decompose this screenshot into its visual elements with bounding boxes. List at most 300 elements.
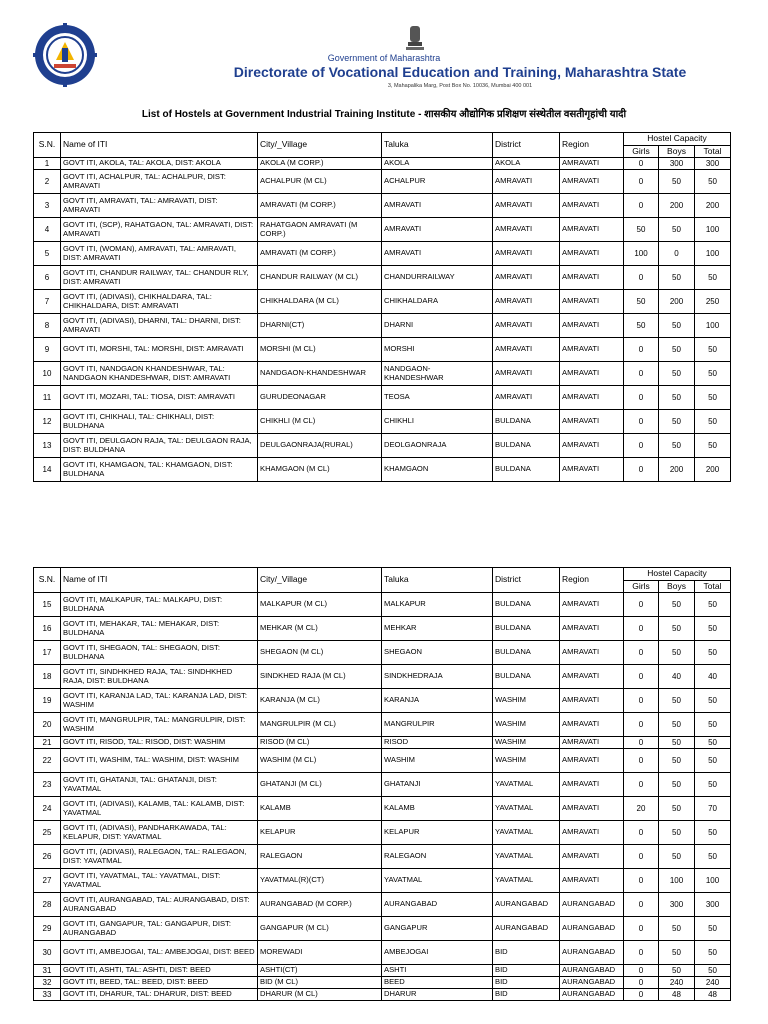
cell-district: BULDANA — [493, 410, 560, 434]
cell-taluka: GHATANJI — [382, 773, 493, 797]
cell-boys: 50 — [659, 386, 695, 410]
cell-district: WASHIM — [493, 737, 560, 749]
cell-boys: 50 — [659, 362, 695, 386]
address: 3, Mahapalika Marg, Post Box No. 10036, Mumbai 400 001 — [387, 83, 533, 89]
cell-girls: 0 — [624, 593, 659, 617]
cell-taluka: KALAMB — [382, 797, 493, 821]
cell-city: DEULGAONRAJA(RURAL) — [258, 434, 382, 458]
cell-sn: 26 — [34, 845, 61, 869]
col-region: Region — [560, 568, 624, 593]
cell-region: AMRAVATI — [560, 338, 624, 362]
cell-boys: 50 — [659, 689, 695, 713]
cell-total: 50 — [695, 434, 731, 458]
cell-taluka: ASHTI — [382, 965, 493, 977]
cell-girls: 0 — [624, 689, 659, 713]
cell-sn: 32 — [34, 977, 61, 989]
table-row — [34, 641, 731, 665]
cell-total: 50 — [695, 170, 731, 194]
cell-district: BULDANA — [493, 617, 560, 641]
cell-district: WASHIM — [493, 713, 560, 737]
cell-city: AMRAVATI (M CORP.) — [258, 194, 382, 218]
col-total: Total — [695, 581, 731, 593]
cell-district: BULDANA — [493, 665, 560, 689]
cell-city: RISOD (M CL) — [258, 737, 382, 749]
cell-district: YAVATMAL — [493, 845, 560, 869]
cell-taluka: KHAMGAON — [382, 458, 493, 482]
cell-name: GOVT ITI, NANDGAON KHANDESHWAR, TAL: NANDGAON KHANDESHWAR, DIST: AMRAVATI — [61, 362, 258, 386]
cell-region: AURANGABAD — [560, 893, 624, 917]
cell-girls: 20 — [624, 797, 659, 821]
cell-total: 50 — [695, 773, 731, 797]
cell-taluka: ACHALPUR — [382, 170, 493, 194]
col-girls: Girls — [624, 581, 659, 593]
cell-girls: 0 — [624, 410, 659, 434]
cell-girls: 0 — [624, 749, 659, 773]
cell-region: AMRAVATI — [560, 797, 624, 821]
cell-city: MALKAPUR (M CL) — [258, 593, 382, 617]
cell-boys: 50 — [659, 266, 695, 290]
cell-city: CHANDUR RAILWAY (M CL) — [258, 266, 382, 290]
cell-taluka: MORSHI — [382, 338, 493, 362]
cell-total: 50 — [695, 845, 731, 869]
table-row — [34, 386, 731, 410]
cell-boys: 200 — [659, 458, 695, 482]
cell-girls: 0 — [624, 158, 659, 170]
cell-boys: 48 — [659, 989, 695, 1001]
cell-boys: 50 — [659, 593, 695, 617]
cell-district: WASHIM — [493, 749, 560, 773]
cell-name: GOVT ITI, (SCP), RAHATGAON, TAL: AMRAVATI, DIST: AMRAVATI — [61, 218, 258, 242]
cell-district: AKOLA — [493, 158, 560, 170]
cell-region: AMRAVATI — [560, 665, 624, 689]
cell-total: 50 — [695, 617, 731, 641]
cell-district: AURANGABAD — [493, 917, 560, 941]
cell-region: AMRAVATI — [560, 266, 624, 290]
table-row — [34, 977, 731, 989]
cell-name: GOVT ITI, KHAMGAON, TAL: KHAMGAON, DIST: BULDHANA — [61, 458, 258, 482]
cell-total: 240 — [695, 977, 731, 989]
cell-region: AURANGABAD — [560, 989, 624, 1001]
cell-taluka: DHARUR — [382, 989, 493, 1001]
cell-boys: 50 — [659, 821, 695, 845]
cell-total: 40 — [695, 665, 731, 689]
cell-region: AMRAVATI — [560, 821, 624, 845]
cell-sn: 31 — [34, 965, 61, 977]
cell-city: KELAPUR — [258, 821, 382, 845]
cell-boys: 200 — [659, 194, 695, 218]
cell-boys: 50 — [659, 965, 695, 977]
cell-sn: 9 — [34, 338, 61, 362]
cell-taluka: RISOD — [382, 737, 493, 749]
cell-district: BID — [493, 989, 560, 1001]
cell-name: GOVT ITI, CHANDUR RAILWAY, TAL: CHANDUR RLY, DIST: AMRAVATI — [61, 266, 258, 290]
cell-district: AMRAVATI — [493, 314, 560, 338]
cell-region: AMRAVATI — [560, 713, 624, 737]
cell-girls: 0 — [624, 773, 659, 797]
cell-city: NANDGAON-KHANDESHWAR — [258, 362, 382, 386]
col-hostel-capacity: Hostel Capacity — [624, 568, 731, 581]
state-emblem-icon — [404, 24, 426, 54]
col-girls: Girls — [624, 146, 659, 158]
table-row — [34, 893, 731, 917]
cell-taluka: AMBEJOGAI — [382, 941, 493, 965]
table-row — [34, 689, 731, 713]
table-row — [34, 458, 731, 482]
cell-city: MOREWADI — [258, 941, 382, 965]
cell-taluka: MANGRULPIR — [382, 713, 493, 737]
cell-name: GOVT ITI, RISOD, TAL: RISOD, DIST: WASHIM — [61, 737, 258, 749]
col-city: City/_Village — [258, 568, 382, 593]
cell-region: AMRAVATI — [560, 410, 624, 434]
cell-girls: 0 — [624, 821, 659, 845]
table-row — [34, 158, 731, 170]
cell-total: 100 — [695, 242, 731, 266]
cell-name: GOVT ITI, MEHAKAR, TAL: MEHAKAR, DIST: BULDHANA — [61, 617, 258, 641]
cell-region: AMRAVATI — [560, 386, 624, 410]
cell-taluka: NANDGAON-KHANDESHWAR — [382, 362, 493, 386]
cell-taluka: CHIKHLI — [382, 410, 493, 434]
cell-sn: 30 — [34, 941, 61, 965]
cell-region: AMRAVATI — [560, 689, 624, 713]
cell-taluka: MEHKAR — [382, 617, 493, 641]
cell-region: AMRAVATI — [560, 749, 624, 773]
table-row — [34, 917, 731, 941]
cell-name: GOVT ITI, CHIKHALI, TAL: CHIKHALI, DIST: BULDHANA — [61, 410, 258, 434]
cell-name: GOVT ITI, AMRAVATI, TAL: AMRAVATI, DIST: AMRAVATI — [61, 194, 258, 218]
cell-city: BID (M CL) — [258, 977, 382, 989]
cell-region: AMRAVATI — [560, 641, 624, 665]
cell-taluka: DEOLGAONRAJA — [382, 434, 493, 458]
cell-city: KHAMGAON (M CL) — [258, 458, 382, 482]
cell-girls: 0 — [624, 617, 659, 641]
cell-total: 50 — [695, 737, 731, 749]
cell-total: 50 — [695, 362, 731, 386]
cell-girls: 0 — [624, 893, 659, 917]
cell-sn: 2 — [34, 170, 61, 194]
table-row — [34, 338, 731, 362]
table-row — [34, 845, 731, 869]
cell-name: GOVT ITI, WASHIM, TAL: WASHIM, DIST: WASHIM — [61, 749, 258, 773]
col-boys: Boys — [659, 146, 695, 158]
cell-region: AURANGABAD — [560, 941, 624, 965]
cell-name: GOVT ITI, (ADIVASI), PANDHARKAWADA, TAL: KELAPUR, DIST: YAVATMAL — [61, 821, 258, 845]
cell-sn: 6 — [34, 266, 61, 290]
cell-boys: 200 — [659, 290, 695, 314]
cell-region: AMRAVATI — [560, 434, 624, 458]
cell-total: 200 — [695, 458, 731, 482]
cell-taluka: GANGAPUR — [382, 917, 493, 941]
cell-boys: 50 — [659, 170, 695, 194]
cell-girls: 0 — [624, 338, 659, 362]
cell-name: GOVT ITI, (ADIVASI), RALEGAON, TAL: RALEGAON, DIST: YAVATMAL — [61, 845, 258, 869]
cell-girls: 50 — [624, 218, 659, 242]
cell-name: GOVT ITI, ASHTI, TAL: ASHTI, DIST: BEED — [61, 965, 258, 977]
cell-total: 50 — [695, 821, 731, 845]
cell-total: 200 — [695, 194, 731, 218]
cell-sn: 8 — [34, 314, 61, 338]
cell-boys: 300 — [659, 893, 695, 917]
cell-name: GOVT ITI, AKOLA, TAL: AKOLA, DIST: AKOLA — [61, 158, 258, 170]
cell-city: GHATANJI (M CL) — [258, 773, 382, 797]
cell-boys: 40 — [659, 665, 695, 689]
cell-district: AMRAVATI — [493, 386, 560, 410]
cell-sn: 10 — [34, 362, 61, 386]
cell-city: CHIKHLI (M CL) — [258, 410, 382, 434]
cell-boys: 50 — [659, 641, 695, 665]
cell-city: RALEGAON — [258, 845, 382, 869]
cell-city: MEHKAR (M CL) — [258, 617, 382, 641]
cell-taluka: YAVATMAL — [382, 869, 493, 893]
cell-name: GOVT ITI, AMBEJOGAI, TAL: AMBEJOGAI, DIST: BEED — [61, 941, 258, 965]
cell-taluka: TEOSA — [382, 386, 493, 410]
cell-district: WASHIM — [493, 689, 560, 713]
cell-name: GOVT ITI, GHATANJI, TAL: GHATANJI, DIST: YAVATMAL — [61, 773, 258, 797]
cell-total: 100 — [695, 869, 731, 893]
table-row — [34, 773, 731, 797]
cell-sn: 16 — [34, 617, 61, 641]
cell-region: AMRAVATI — [560, 593, 624, 617]
table-row — [34, 665, 731, 689]
cell-sn: 15 — [34, 593, 61, 617]
cell-name: GOVT ITI, ACHALPUR, TAL: ACHALPUR, DIST: AMRAVATI — [61, 170, 258, 194]
cell-total: 48 — [695, 989, 731, 1001]
cell-boys: 100 — [659, 869, 695, 893]
cell-boys: 50 — [659, 749, 695, 773]
table-row — [34, 170, 731, 194]
cell-sn: 33 — [34, 989, 61, 1001]
government-label: Government of Maharashtra — [327, 53, 441, 63]
table-row — [34, 434, 731, 458]
cell-girls: 0 — [624, 665, 659, 689]
cell-taluka: AMRAVATI — [382, 218, 493, 242]
cell-district: AMRAVATI — [493, 218, 560, 242]
cell-taluka: SHEGAON — [382, 641, 493, 665]
cell-taluka: KELAPUR — [382, 821, 493, 845]
cell-city: DHARNI(CT) — [258, 314, 382, 338]
cell-girls: 0 — [624, 170, 659, 194]
cell-name: GOVT ITI, DHARUR, TAL: DHARUR, DIST: BEED — [61, 989, 258, 1001]
cell-district: AMRAVATI — [493, 170, 560, 194]
cell-city: DHARUR (M CL) — [258, 989, 382, 1001]
cell-name: GOVT ITI, SHEGAON, TAL: SHEGAON, DIST: BULDHANA — [61, 641, 258, 665]
table-row — [34, 965, 731, 977]
col-district: District — [493, 133, 560, 158]
cell-sn: 3 — [34, 194, 61, 218]
table-row — [34, 797, 731, 821]
col-name: Name of ITI — [61, 568, 258, 593]
hostel-table-2 — [33, 567, 731, 1001]
cell-region: AMRAVATI — [560, 773, 624, 797]
table-row — [34, 617, 731, 641]
cell-region: AMRAVATI — [560, 158, 624, 170]
cell-sn: 11 — [34, 386, 61, 410]
cell-total: 300 — [695, 893, 731, 917]
cell-name: GOVT ITI, (ADIVASI), DHARNI, TAL: DHARNI, DIST: AMRAVATI — [61, 314, 258, 338]
table-row — [34, 941, 731, 965]
cell-total: 50 — [695, 689, 731, 713]
col-boys: Boys — [659, 581, 695, 593]
cell-district: BULDANA — [493, 641, 560, 665]
table-row — [34, 749, 731, 773]
cell-region: AMRAVATI — [560, 458, 624, 482]
col-sn: S.N. — [34, 133, 61, 158]
cell-sn: 18 — [34, 665, 61, 689]
cell-name: GOVT ITI, (WOMAN), AMRAVATI, TAL: AMRAVATI, DIST: AMRAVATI — [61, 242, 258, 266]
cell-boys: 50 — [659, 797, 695, 821]
cell-girls: 0 — [624, 737, 659, 749]
cell-city: KARANJA (M CL) — [258, 689, 382, 713]
cell-girls: 0 — [624, 965, 659, 977]
col-district: District — [493, 568, 560, 593]
table-row — [34, 362, 731, 386]
cell-city: AMRAVATI (M CORP.) — [258, 242, 382, 266]
table-row — [34, 266, 731, 290]
cell-district: BULDANA — [493, 434, 560, 458]
cell-boys: 50 — [659, 941, 695, 965]
directorate-title: Directorate of Vocational Education and Training, Maharashtra State — [233, 64, 687, 80]
cell-girls: 0 — [624, 641, 659, 665]
cell-city: WASHIM (M CL) — [258, 749, 382, 773]
cell-name: GOVT ITI, SINDHKHED RAJA, TAL: SINDHKHED RAJA, DIST: BULDHANA — [61, 665, 258, 689]
cell-city: AKOLA (M CORP.) — [258, 158, 382, 170]
cell-total: 100 — [695, 314, 731, 338]
cell-taluka: AMRAVATI — [382, 242, 493, 266]
cell-total: 50 — [695, 917, 731, 941]
cell-taluka: KARANJA — [382, 689, 493, 713]
cell-sn: 5 — [34, 242, 61, 266]
cell-region: AMRAVATI — [560, 737, 624, 749]
table-row — [34, 410, 731, 434]
cell-taluka: CHIKHALDARA — [382, 290, 493, 314]
cell-name: GOVT ITI, GANGAPUR, TAL: GANGAPUR, DIST: AURANGABAD — [61, 917, 258, 941]
cell-sn: 7 — [34, 290, 61, 314]
cell-girls: 0 — [624, 362, 659, 386]
cell-girls: 0 — [624, 845, 659, 869]
cell-district: YAVATMAL — [493, 869, 560, 893]
cell-district: AMRAVATI — [493, 194, 560, 218]
cell-name: GOVT ITI, AURANGABAD, TAL: AURANGABAD, DIST: AURANGABAD — [61, 893, 258, 917]
col-city: City/_Village — [258, 133, 382, 158]
cell-total: 300 — [695, 158, 731, 170]
cell-girls: 50 — [624, 314, 659, 338]
cell-boys: 50 — [659, 338, 695, 362]
cell-boys: 50 — [659, 917, 695, 941]
cell-girls: 0 — [624, 989, 659, 1001]
cell-total: 50 — [695, 410, 731, 434]
table-row — [34, 314, 731, 338]
cell-region: AMRAVATI — [560, 194, 624, 218]
cell-sn: 28 — [34, 893, 61, 917]
cell-taluka: CHANDURRAILWAY — [382, 266, 493, 290]
cell-city: MORSHI (M CL) — [258, 338, 382, 362]
cell-sn: 20 — [34, 713, 61, 737]
col-name: Name of ITI — [61, 133, 258, 158]
cell-district: AMRAVATI — [493, 362, 560, 386]
cell-total: 50 — [695, 386, 731, 410]
cell-boys: 50 — [659, 617, 695, 641]
cell-region: AMRAVATI — [560, 242, 624, 266]
cell-region: AMRAVATI — [560, 314, 624, 338]
cell-city: YAVATMAL(R)(CT) — [258, 869, 382, 893]
cell-taluka: SINDKHEDRAJA — [382, 665, 493, 689]
cell-boys: 240 — [659, 977, 695, 989]
table-row — [34, 242, 731, 266]
cell-girls: 0 — [624, 458, 659, 482]
cell-sn: 22 — [34, 749, 61, 773]
cell-city: AURANGABAD (M CORP.) — [258, 893, 382, 917]
cell-taluka: BEED — [382, 977, 493, 989]
cell-sn: 27 — [34, 869, 61, 893]
cell-region: AMRAVATI — [560, 170, 624, 194]
cell-sn: 17 — [34, 641, 61, 665]
table-row — [34, 218, 731, 242]
cell-girls: 50 — [624, 290, 659, 314]
cell-total: 50 — [695, 749, 731, 773]
cell-district: BID — [493, 941, 560, 965]
cell-taluka: RALEGAON — [382, 845, 493, 869]
table-row — [34, 821, 731, 845]
cell-sn: 1 — [34, 158, 61, 170]
cell-region: AURANGABAD — [560, 917, 624, 941]
cell-district: AMRAVATI — [493, 338, 560, 362]
cell-district: AMRAVATI — [493, 266, 560, 290]
cell-taluka: AKOLA — [382, 158, 493, 170]
cell-girls: 100 — [624, 242, 659, 266]
cell-city: KALAMB — [258, 797, 382, 821]
cell-girls: 0 — [624, 917, 659, 941]
cell-city: ACHALPUR (M CL) — [258, 170, 382, 194]
cell-total: 50 — [695, 713, 731, 737]
cell-taluka: WASHIM — [382, 749, 493, 773]
cell-city: RAHATGAON AMRAVATI (M CORP.) — [258, 218, 382, 242]
cell-region: AMRAVATI — [560, 218, 624, 242]
cell-total: 50 — [695, 593, 731, 617]
cell-district: BID — [493, 977, 560, 989]
document-title: List of Hostels at Government Industrial Training Institute - शासकीय औद्योगिक प्रशिक्षण संस्थेतील वसतीगृहांची यादी — [141, 109, 627, 120]
cell-name: GOVT ITI, MORSHI, TAL: MORSHI, DIST: AMRAVATI — [61, 338, 258, 362]
cell-name: GOVT ITI, (ADIVASI), CHIKHALDARA, TAL: CHIKHALDARA, DIST: AMRAVATI — [61, 290, 258, 314]
cell-girls: 0 — [624, 869, 659, 893]
cell-total: 250 — [695, 290, 731, 314]
cell-city: ASHTI(CT) — [258, 965, 382, 977]
cell-total: 50 — [695, 338, 731, 362]
cell-total: 50 — [695, 641, 731, 665]
cell-boys: 0 — [659, 242, 695, 266]
cell-boys: 50 — [659, 845, 695, 869]
cell-district: BID — [493, 965, 560, 977]
table-row — [34, 593, 731, 617]
cell-name: GOVT ITI, DEULGAON RAJA, TAL: DEULGAON RAJA, DIST: BULDHANA — [61, 434, 258, 458]
cell-name: GOVT ITI, (ADIVASI), KALAMB, TAL: KALAMB, DIST: YAVATMAL — [61, 797, 258, 821]
cell-taluka: MALKAPUR — [382, 593, 493, 617]
cell-boys: 50 — [659, 410, 695, 434]
cell-city: SINDKHED RAJA (M CL) — [258, 665, 382, 689]
cell-region: AMRAVATI — [560, 869, 624, 893]
cell-total: 50 — [695, 941, 731, 965]
cell-region: AMRAVATI — [560, 617, 624, 641]
cell-sn: 25 — [34, 821, 61, 845]
cell-boys: 50 — [659, 773, 695, 797]
cell-district: AMRAVATI — [493, 290, 560, 314]
cell-district: YAVATMAL — [493, 821, 560, 845]
cell-girls: 0 — [624, 194, 659, 218]
cell-total: 50 — [695, 965, 731, 977]
cell-boys: 50 — [659, 218, 695, 242]
cell-girls: 0 — [624, 977, 659, 989]
cell-total: 100 — [695, 218, 731, 242]
cell-city: MANGRULPIR (M CL) — [258, 713, 382, 737]
cell-taluka: DHARNI — [382, 314, 493, 338]
